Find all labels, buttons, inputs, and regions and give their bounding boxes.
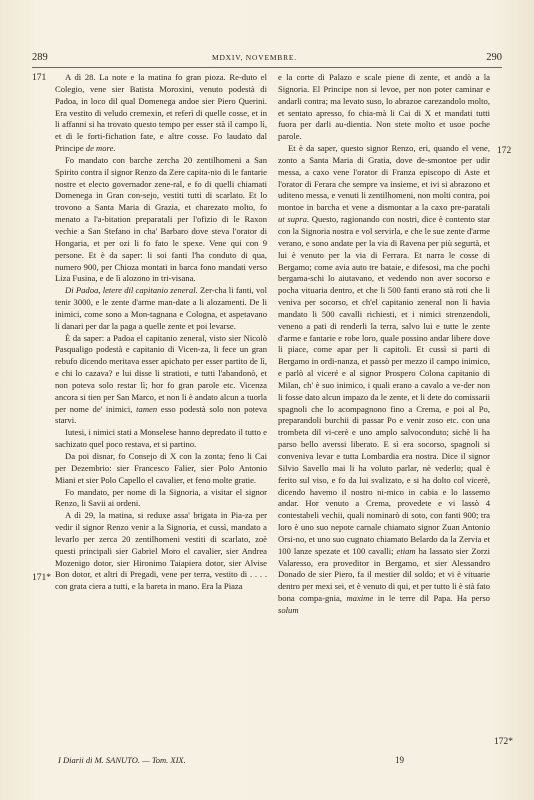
paragraph-signoria: e la corte di Palazo e scale piene di zente, et andò a la Signoria. El Principe non si levoe, per non poter caminar e andarli contra; ma levato suso, lo abrazoe carezandolo molto, et sentato apresso, fo chia-mà li Cai di X et mandati tutti fuora per darli au-dientia. Non stete molto et usoe poche parole.: [278, 72, 490, 142]
running-title: MDXIV, NOVEMBRE.: [212, 53, 297, 62]
margin-number-172-star: 172*: [494, 737, 513, 747]
footer-source: I Diarii di M. SANUTO. — Tom. XIX.: [58, 755, 186, 765]
margin-number-172: 172: [497, 146, 512, 156]
margin-number-171: 171: [32, 73, 47, 83]
margin-number-171-star: 171*: [32, 573, 51, 583]
paragraph-renzo-arrival: Fo mandato con barche zercha 20 zentilhomeni a San Spirito contra il signor Renzo da Zere capita-nio di le fantarie nostre et electo governador zene-ral, e fo di quelli chiamati Domenega in Gran con-sejo, vestiti tutti di scarlato. Et lo trovono a Santa Maria di Grazia, et charezato molto, fo menato a l'a-bitation preparatali per l'ofizio di le Raxon vechie a San Stefano in cha' Barbaro dove steva l'orator di Hongaria, et per ozi li fo fato le spexe. Vene qui con 9 persone. Et è da saper: li soi fanti l'ha conduto di qua, numero 900, per Chioza montati in barca fono mandati verso Liza Fusina, e de lì alozono in tri-visana.: [55, 154, 267, 284]
left-column: [55, 72, 267, 593]
paragraph-vicenza: È da saper: a Padoa el capitanio zeneral, visto sier Nicolò Pasqualigo podestà e capitanio di Vicen-za, li fece un gran rebufo dicendo meritava esser apichato per esser partito de lì, e chi lo cazava? e lui disse li stratioti, e tutti l'abandonò, et non poteva solo restar lì; hor fo gran parole etc. Vicenza ancora si tien per San Marco, et non li è andato alcun a tuorla per nome de' inimici, tamen esso podestà solo non poteva starvi.: [55, 332, 267, 426]
left-page-number: 289: [32, 52, 48, 63]
paragraph-bergamo: Et è da saper, questo signor Renzo, eri, quando el vene, zonto a Santa Maria di Gratia, dove de-smontoe per udir messa, a caxo vene l'orator di Franza episcopo di Aste et l'orator di Ferara che sempre va insieme, et ivi si abrazono et uditeno messa, e venuti li zentilhomeni, non molti contra, poi montoe in barcha et vene a dismontar a la caxo pre-paratali ut supra. Questo, ragionando con nostri, dice è contento star con la Signoria nostra e vol servirla, e che le sue zente d'arme verano, e sono andate per la via di Ravena per più segurtà, et lui è venuto per la via di Ferrara. Et narra le cosse di Bergamo; come avia auto tre bataie, e difesosi, ma che pochi bergama-schi lo aiutavano, et vedendo non aver socorso e pocha vituaria dentro, et che li 500 fanti erano stà roti che li veniva per socorso, et ch'el capitanio zeneral non li havia mandato li 500 cavalli richiesti, et i nimici strenzendoli, veneno a pati di renderli la terra, salvo lui e tutte le zente d'arme e fantarie e robe loro, quale possino andar libere dove li piace, come apar per li capitoli. Et cussì si parti di Bergamo in ordi-nanza, et passò per mezzo il campo inimico, e parlò al viceré e al signor Prospero Colona capitanio di Milan, ch' è suo inimico, i quali erano a cavalo a ve-der non li fosse dato alcun impazo da le zente, et li dete do comissarii spagnoli che lo acompagnono fino a Crema, e poi al Po, preparandoli burchii di passar Po e venir zoso etc. con una trombeta dil vi-cerè e uno amplo salvoconduto; sichè li ha parso bello averssi liberato. E sì era socorso, spagnoli si conveniva levar e tutta Lombardia era nostra. Dice il signor Silvio Savello mai li ha voluto parlar, nè vederlo; qual è ferito sul viso, e fo da lui svalizato, e si ha dolto col vicerè, dicendo havemo il nostro ni-mico in cabia e lo lassemo andar. Hor venuto a Crema, provedete e vi lassò 4 contestabeli vechii, quali nominarò di soto, con fanti 900; tra loro è uno suo nepote carnale chiamato signor Zuan Antonio Orsi-no, et uno suo cugnato chiamato Belardo da la Zervia et 100 lanze spezate et 100 cavalli; etiam ha lassato sier Zorzi Valaresso, era proveditor in Bergamo, et sier Alessandro Donado de sier Piero, fa il mestier dil soldo; et vi è vituarie dentro per mexi sei, et è venuto di qui, et per tutto li è stà fato bona compa-gnia, maxime in le terre dil Papa. Ha perso solum: [278, 143, 491, 615]
paragraph-visit-renzo: Fo mandato, per nome di la Signoria, a visitar el signor Renzo, li Savii ai ordeni.: [55, 486, 267, 509]
header-rule: [32, 67, 502, 68]
paragraph-consejo-x: Da poi disnar, fo Consejo di X con la zonta; feno li Cai per Dezembrio: sier Francesco Falier, sier Polo Antonio Miani et sier Polo Capello el cavalier, et feno molte gratie.: [55, 451, 267, 485]
paragraph-padoa-letters: Di Padoa, letere dil capitanio zeneral. Zer-cha li fanti, vol tenir 3000, e le zente d'arme man-date a li alozamenti. De li inimici, come sono a Mon-tagnana e Cologna, et aspetavano li danari per dar la paga a quelle zente et poi levarse.: [55, 285, 267, 331]
signature-mark: 19: [395, 755, 404, 765]
paragraph-28-nov: A dì 28. La note e la matina fo gran pioza. Re-duto el Colegio, vene sier Batista Moroxini, venuto podestà di Padoa, in loco dil qual Domenega andoe sier Piero Querini. Era vestito di veludo cremexin, et referì di quelle cosse, et in li affanni si ha trovato questo tempo per esser stà il campo lì, et di le forti-fichation fate, e altre cosse. Fo laudato dal Principe de more.: [55, 72, 267, 154]
paragraph-29-nov: A dì 29, la matina, si reduxe assa' brigata in Pia-za per vedir il signor Renzo venir a la Signoria, et cussì, mandato a levarlo per zerca 20 zentilhomeni vestiti di scarlato, zoè questi principali sier Gabriel Moro el cavalier, sier Andrea Mozenigo dotor, sier Hironimo Taiapiera dotor, sier Alvise Bon dotor, et altri di Pregadi, vene per terra, vestito di . . . . con grata ciera a tutti, e la bareta in mano. Era la Piaza: [55, 510, 267, 592]
running-header: [32, 52, 502, 66]
right-page-number: 290: [486, 52, 502, 63]
paragraph-monselese: Iutesi, i nimici stati a Monselese hanno depredato il tutto e sachizato quel poco restava, et si partino.: [55, 427, 267, 450]
page-footer: [58, 755, 494, 765]
right-column: [278, 72, 490, 617]
